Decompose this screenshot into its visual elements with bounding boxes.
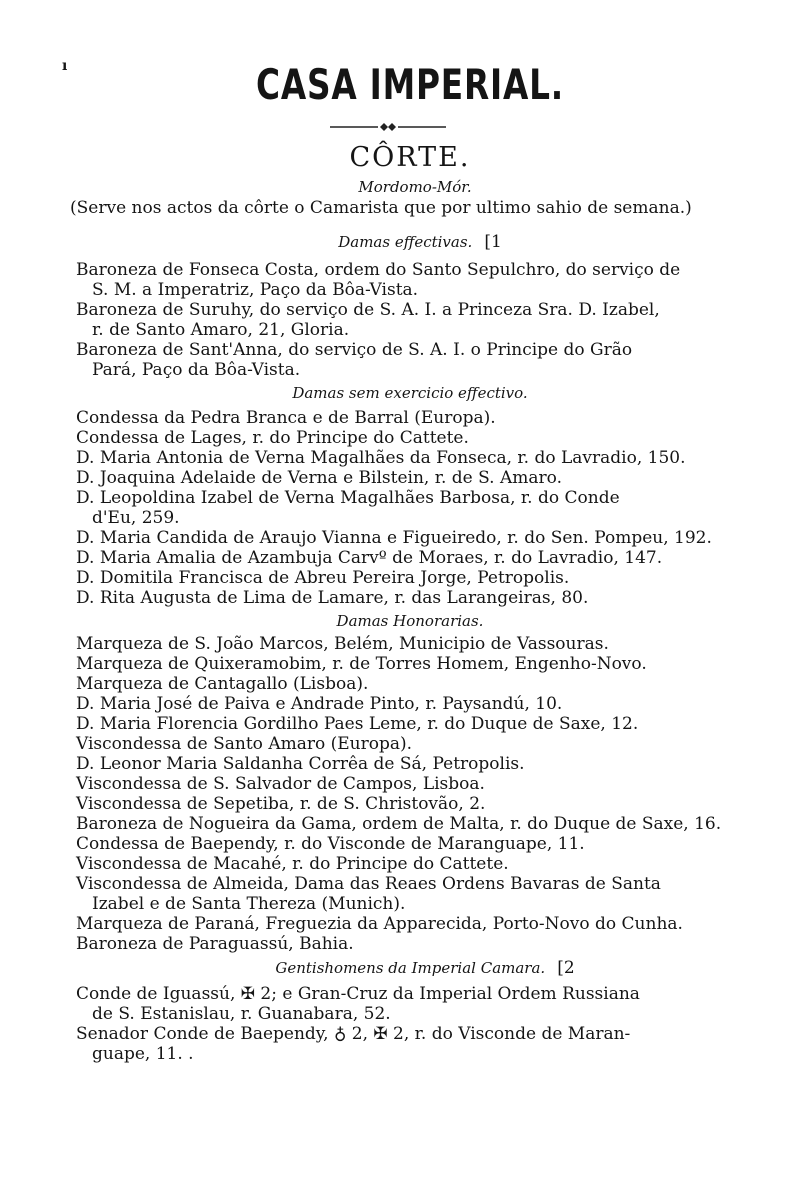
damas-honorarias-heading: Damas Honorarias. (336, 612, 484, 630)
damas-sem-exercicio-heading: Damas sem exercicio effectivo. (292, 384, 528, 402)
list-item: Conde de Iguassú, ✠ 2; e Gran-Cruz da Imperial Ordem Russiana (76, 984, 640, 1004)
list-item: Marqueza de Paraná, Freguezia da Apparecida, Porto-Novo do Cunha. (76, 914, 683, 934)
list-item: Condessa da Pedra Branca e de Barral (Europa). (76, 408, 496, 428)
list-item: Condessa de Lages, r. do Principe do Cattete. (76, 428, 469, 448)
list-item: de S. Estanislau, r. Guanabara, 52. (92, 1004, 391, 1024)
list-item: Baroneza de Paraguassú, Bahia. (76, 934, 354, 954)
damas-effectivas-heading: Damas effectivas. [1 (338, 232, 502, 252)
list-item: D. Leopoldina Izabel de Verna Magalhães Barbosa, r. do Conde (76, 488, 620, 508)
list-item: D. Maria Candida de Araujo Vianna e Figueiredo, r. do Sen. Pompeu, 192. (76, 528, 712, 548)
list-item: Viscondessa de Almeida, Dama das Reaes Ordens Bavaras de Santa (76, 874, 661, 894)
list-item: Viscondessa de Santo Amaro (Europa). (76, 734, 413, 754)
list-item: S. M. a Imperatriz, Paço da Bôa-Vista. (92, 280, 419, 300)
list-item: D. Domitila Francisca de Abreu Pereira Jorge, Petropolis. (76, 568, 570, 588)
list-item: Viscondessa de Sepetiba, r. de S. Christovão, 2. (76, 794, 486, 814)
list-item: Senador Conde de Baependy, ♁ 2, ✠ 2, r. do Visconde de Maran- (76, 1024, 631, 1044)
list-item: Viscondessa de S. Salvador de Campos, Lisboa. (76, 774, 485, 794)
list-item: Baroneza de Suruhy, do serviço de S. A. I. a Princeza Sra. D. Izabel, (76, 300, 660, 320)
mordomo-note: (Serve nos actos da côrte o Camarista que por ultimo sahio de semana.) (70, 198, 692, 218)
list-item: D. Maria José de Paiva e Andrade Pinto, r. Paysandú, 10. (76, 694, 563, 714)
list-item: Marqueza de Quixeramobim, r. de Torres Homem, Engenho-Novo. (76, 654, 647, 674)
list-item: D. Leonor Maria Saldanha Corrêa de Sá, Petropolis. (76, 754, 525, 774)
list-item: d'Eu, 259. (92, 508, 180, 528)
list-item: D. Joaquina Adelaide de Verna e Bilstein, r. de S. Amaro. (76, 468, 562, 488)
list-item: Viscondessa de Macahé, r. do Principe do Cattete. (76, 854, 509, 874)
list-item: D. Maria Florencia Gordilho Paes Leme, r. do Duque de Saxe, 12. (76, 714, 639, 734)
list-item: D. Maria Amalia de Azambuja Carvº de Moraes, r. do Lavradio, 147. (76, 548, 663, 568)
page-title: CASA IMPERIAL. (256, 60, 564, 109)
list-item: Baroneza de Sant'Anna, do serviço de S. A. I. o Principe do Grão (76, 340, 633, 360)
list-item: D. Rita Augusta de Lima de Lamare, r. das Larangeiras, 80. (76, 588, 589, 608)
list-item: Baroneza de Nogueira da Gama, ordem de Malta, r. do Duque de Saxe, 16. (76, 814, 722, 834)
ornament-divider-icon (328, 122, 448, 132)
list-item: Pará, Paço da Bôa-Vista. (92, 360, 301, 380)
list-item: Izabel e de Santa Thereza (Munich). (92, 894, 406, 914)
mordomo-heading: Mordomo-Mór. (358, 178, 472, 196)
list-item: r. de Santo Amaro, 21, Gloria. (92, 320, 350, 340)
list-item: D. Maria Antonia de Verna Magalhães da Fonseca, r. do Lavradio, 150. (76, 448, 686, 468)
gentishomens-heading: Gentishomens da Imperial Camara. [2 (275, 958, 575, 978)
list-item: Marqueza de Cantagallo (Lisboa). (76, 674, 369, 694)
list-item: Baroneza de Fonseca Costa, ordem do Santo Sepulchro, do serviço de (76, 260, 681, 280)
list-item: Condessa de Baependy, r. do Visconde de Maranguape, 11. (76, 834, 585, 854)
margin-mark: ı (62, 58, 68, 74)
section-heading: CÔRTE. (349, 142, 471, 173)
list-item: guape, 11. . (92, 1044, 194, 1064)
list-item: Marqueza de S. João Marcos, Belém, Municipio de Vassouras. (76, 634, 609, 654)
